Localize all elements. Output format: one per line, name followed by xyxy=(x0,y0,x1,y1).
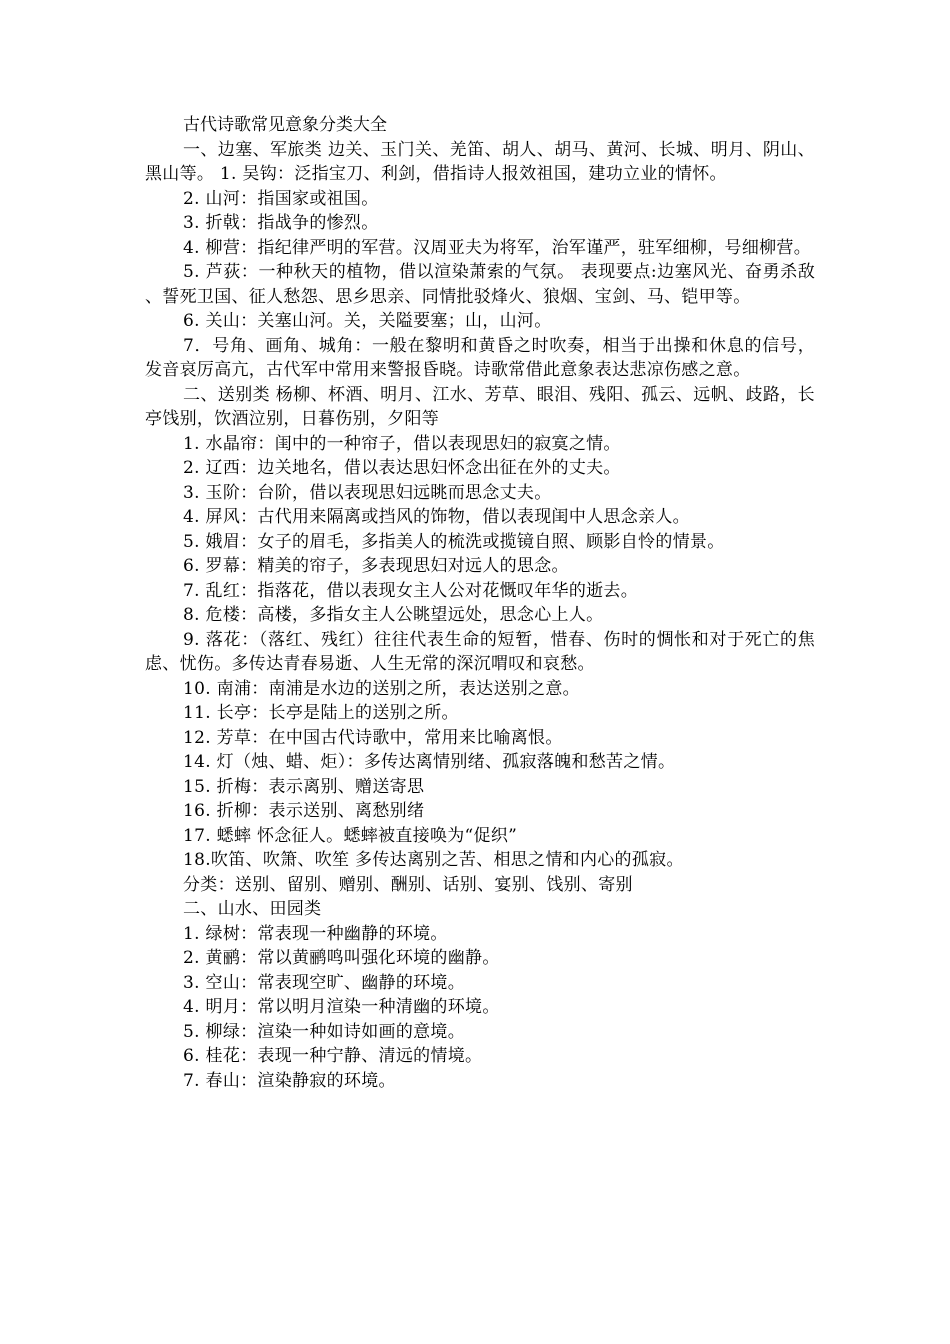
paragraph-item: 3. 空山：常表现空旷、幽静的环境。 xyxy=(183,972,466,993)
paragraph-item: 10. 南浦：南浦是水边的送别之所，表达送别之意。 xyxy=(183,678,580,699)
paragraph-item: 15. 折梅：表示离别、赠送寄思 xyxy=(183,776,425,797)
paragraph-item: 18.吹笛、吹箫、吹笙 多传达离别之苦、相思之情和内心的孤寂。 xyxy=(183,850,684,870)
paragraph-item: 6. 桂花：表现一种宁静、清远的情境。 xyxy=(183,1046,483,1066)
paragraph-item: 3. 玉阶：台阶，借以表现思妇远眺而思念丈夫。 xyxy=(183,482,552,503)
paragraph-item: 11. 长亭：长亭是陆上的送别之所。 xyxy=(183,703,459,723)
paragraph-item: 3. 折戟：指战争的惨烈。 xyxy=(183,213,379,233)
document-page xyxy=(145,113,815,1093)
paragraph-item: 6. 关山：关塞山河。关，关隘要塞；山，山河。 xyxy=(183,311,552,331)
paragraph-item: 6. 罗幕：精美的帘子，多表现思妇对远人的思念。 xyxy=(183,556,569,576)
paragraph-item: 14. 灯（烛、蜡、炬）：多传达离情别绪、孤寂落魄和愁苦之情。 xyxy=(183,752,676,772)
paragraph-item: 8. 危楼：高楼，多指女主人公眺望远处，思念心上人。 xyxy=(183,605,604,625)
paragraph-item: 1. 绿树：常表现一种幽静的环境。 xyxy=(183,923,448,944)
paragraph-item: 16. 折柳：表示送别、离愁别绪 xyxy=(183,801,425,821)
paragraph-item: 7．号角、画角、城角：一般在黎明和黄昏之时吹奏，相当于出操和休息的信号，发音哀厉高亢，古代军中常用来警报昏晓。诗歌常借此意象表达悲凉伤感之意。 xyxy=(145,335,815,380)
paragraph-item: 2. 山河：指国家或祖国。 xyxy=(183,188,379,209)
paragraph-item: 2. 黄鹂：常以黄鹂鸣叫强化环境的幽静。 xyxy=(183,948,500,968)
paragraph-border-category: 一、边塞、军旅类 边关、玉门关、羌笛、胡人、胡马、黄河、长城、明月、阴山、黑山等。 1. 吴钩：泛指宝刀、利剑，借指诗人报效祖国，建功立业的情怀。 xyxy=(145,139,815,184)
paragraph-item: 1. 水晶帘：闺中的一种帘子，借以表现思妇的寂寞之情。 xyxy=(183,433,621,454)
paragraph-item: 2. 辽西：边关地名，借以表达思妇怀念出征在外的丈夫。 xyxy=(183,458,621,478)
paragraph-item: 12. 芳草：在中国古代诗歌中，常用来比喻离恨。 xyxy=(183,727,563,748)
paragraph-item: 7. 春山：渲染静寂的环境。 xyxy=(183,1070,396,1091)
paragraph-farewell-category: 二、送别类 杨柳、杯酒、明月、江水、芳草、眼泪、残阳、孤云、远帆、歧路，长亭饯别，饮酒泣别，日暮伤别，夕阳等 xyxy=(145,384,815,429)
paragraph-item: 17. 蟋蟀 怀念征人。蟋蟀被直接唤为“促织” xyxy=(183,825,518,846)
paragraph-classification: 分类：送别、留别、赠别、酬别、话别、宴别、饯别、寄别 xyxy=(183,874,633,895)
paragraph-item: 5. 芦荻：一种秋天的植物，借以渲染萧索的气氛。 表现要点:边塞风光、奋勇杀敌 、誓死卫国、征人愁怨、思乡思亲、同情批驳烽火、狼烟、宝剑、马、铠甲等。 xyxy=(145,262,815,307)
paragraph-landscape-category: 二、山水、田园类 xyxy=(183,899,322,919)
paragraph-item: 5. 柳绿：渲染一种如诗如画的意境。 xyxy=(183,1021,466,1042)
paragraph-item: 4. 柳营：指纪律严明的军营。汉周亚夫为将军，治军谨严，驻军细柳，号细柳营。 xyxy=(183,237,812,258)
paragraph-item: 5. 娥眉：女子的眉毛，多指美人的梳洗或揽镜自照、顾影自怜的情景。 xyxy=(183,531,725,552)
paragraph-item: 4. 明月：常以明月渲染一种清幽的环境。 xyxy=(183,997,500,1017)
document-title: 古代诗歌常见意象分类大全 xyxy=(183,115,387,135)
paragraph-item: 4. 屏风：古代用来隔离或挡风的饰物，借以表现闺中人思念亲人。 xyxy=(183,507,690,527)
paragraph-item: 7. 乱红：指落花，借以表现女主人公对花慨叹年华的逝去。 xyxy=(183,580,639,601)
paragraph-item: 9. 落花：（落红、残红）往往代表生命的短暂，惜春、伤时的惆怅和对于死亡的焦虑、忧伤。多传达青春易逝、人生无常的深沉喟叹和哀愁。 xyxy=(145,629,815,674)
